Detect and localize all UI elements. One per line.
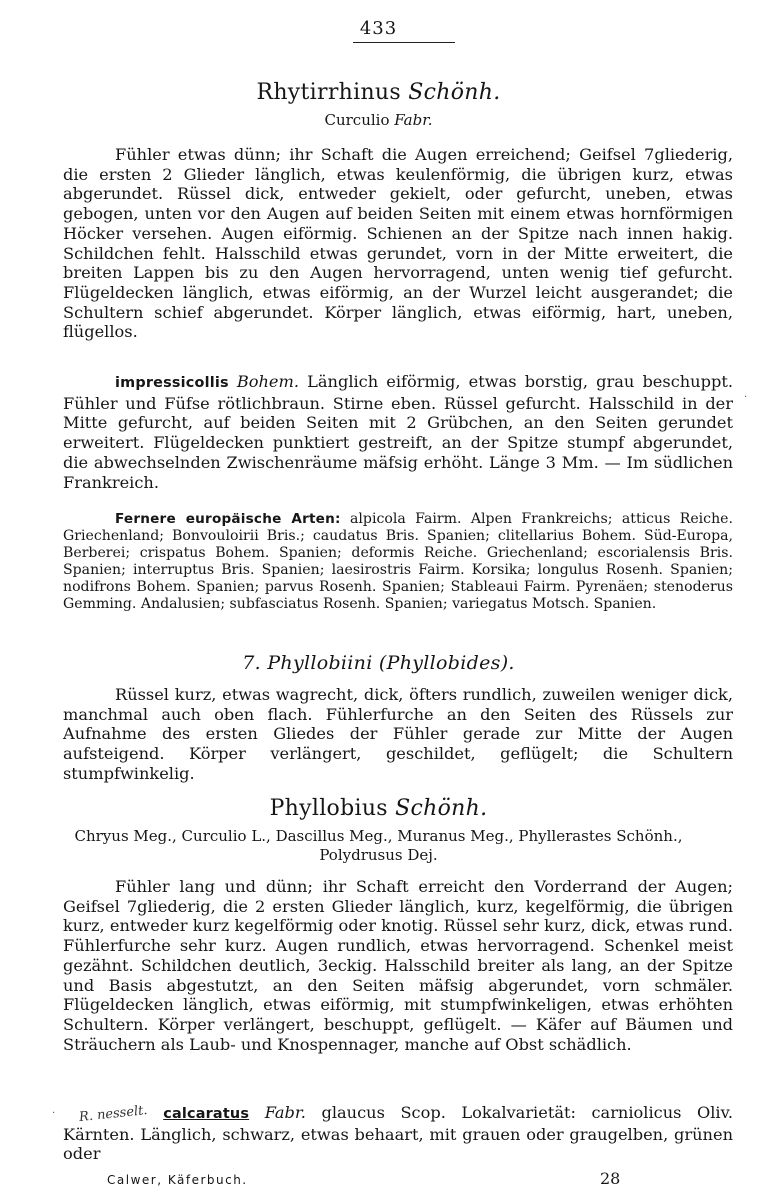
footer-signature-number: 28 <box>600 1169 621 1188</box>
header-rule <box>353 42 455 43</box>
tribe-description: Rüssel kurz, etwas wagrecht, dick, öfters rundlich, zuweilen weniger dick, manchmal auch oben flach. Fühlerfurche an den Seiten des Rüssels zur Aufnahme des ersten Gliedes der Fühler gerade zur Mitte der Augen aufsteigend. Körper verlängert, geschildet, geflügelt; die Schultern stumpfwinkelig. <box>63 685 733 783</box>
species-author: Fabr. <box>264 1103 306 1122</box>
margin-mark: · <box>52 1108 56 1119</box>
tribe-heading: 7. Phyllobiini (Phyllobides). <box>242 652 515 674</box>
page-number: 433 <box>359 18 398 39</box>
footer-book-title: Calwer, Käferbuch. <box>107 1173 248 1187</box>
species-description: glaucus Scop. Lokalvarietät: carniolicus Oliv. Kärnten. Länglich, schwarz, etwas behaart, mit grauen oder graugelben, grünen oder <box>63 1103 733 1164</box>
genus-name: Phyllobius <box>269 796 388 821</box>
genus-author: Schönh. <box>395 796 488 821</box>
handwritten-note: R. nesselt. <box>78 1103 149 1126</box>
genus-name: Rhytirrhinus <box>256 80 401 105</box>
further-species-label: Fernere europäische Arten: <box>115 511 341 527</box>
synonym-name: Curculio <box>324 111 390 129</box>
genus-synonyms-line-2: Polydrusus Dej. <box>319 846 438 864</box>
genus-heading-rhytirrhinus <box>0 80 757 105</box>
genus-author: Schönh. <box>408 80 501 105</box>
species-description: Länglich eiförmig, etwas borstig, grau beschuppt. Fühler und Füfse rötlichbraun. Stirne eben. Rüssel gefurcht. Halsschild in der Mitte gefurcht, auf beiden Seiten mit 2 Grübchen, an den Seiten gerundet erweitert. Flügeldecken punktiert gestreift, an der Spitze stumpf abgerundet, die abwechselnden Zwischenräume mäfsig erhöht. Länge 3 Mm. — Im südlichen Frankreich. <box>63 372 733 492</box>
genus-synonyms-line-1: Chryus Meg., Curculio L., Dascillus Meg., Muranus Meg., Phyllerastes Schönh., <box>74 827 683 845</box>
genus-heading-phyllobius <box>0 796 757 821</box>
species-author: Bohem. <box>236 372 300 391</box>
species-entry-calcaratus <box>63 1103 733 1164</box>
genus-description: Fühler etwas dünn; ihr Schaft die Augen erreichend; Geifsel 7gliederig, die ersten 2 Glieder länglich, etwas keulenförmig, die übrigen kurz, etwas abgerundet. Rüssel dick, entweder gekielt, oder gefurcht, uneben, etwas gebogen, unten vor den Augen auf beiden Seiten mit einem etwas hornförmigen Höcker versehen. Augen eiförmig. Schienen an der Spitze nach innen hakig. Schildchen fehlt. Halsschild etwas gerundet, vorn in der Mitte erweitert, die breiten Lappen bis zu den Augen hervorragend, unten wenig tief gefurcht. Flügeldecken länglich, etwas eiförmig, an der Wurzel leicht ausgerandet; die Schultern schief abgerundet. Körper länglich, etwas eiförmig, hart, uneben, flügellos. <box>63 145 733 342</box>
species-entry-impressicollis <box>63 372 733 492</box>
genus-description: Fühler lang und dünn; ihr Schaft erreicht den Vorderrand der Augen; Geifsel 7gliederig, die 2 ersten Glieder länglich, kurz, kegelförmig, die übrigen kurz, entweder kurz kegelförmig oder knotig. Rüssel sehr kurz, dick, etwas rund. Fühlerfurche sehr kurz. Augen rundlich, etwas hervorragend. Schenkel meist gezähnt. Schildchen deutlich, 3eckig. Halsschild breiter als lang, an der Spitze und Basis abgestutzt, an den Seiten mäfsig abgerundet, vorn schmäler. Flügeldecken länglich, etwas eiförmig, mit stumpfwinkeligen, etwas erhöhten Schultern. Körper verlängert, beschuppt, geflügelt. — Käfer auf Bäumen und Sträuchern als Laub- und Knospennager, manche auf Obst schädlich. <box>63 877 733 1054</box>
genus-synonym <box>0 111 757 129</box>
further-species-list <box>63 511 733 613</box>
species-name: impressicollis <box>115 375 229 391</box>
margin-mark: · <box>744 392 748 403</box>
species-name: calcaratus <box>163 1106 250 1122</box>
further-species-text: alpicola Fairm. Alpen Frankreichs; atticus Reiche. Griechenland; Bonvouloirii Bris.; caudatus Bris. Spanien; clitellarius Bohem. Süd-Europa, Berberei; crispatus Bohem. Spanien; deformis Reiche. Griechenland; escorialensis Bris. Spanien; interruptus Bris. Spanien; laesirostris Fairm. Korsika; longulus Rosenh. Spanien; nodifrons Bohem. Spanien; parvus Rosenh. Spanien; Stableaui Fairm. Pyrenäen; stenoderus Gemming. Andalusien; subfasciatus Rosenh. Spanien; variegatus Motsch. Spanien. <box>63 511 733 612</box>
synonym-author: Fabr. <box>394 111 433 129</box>
